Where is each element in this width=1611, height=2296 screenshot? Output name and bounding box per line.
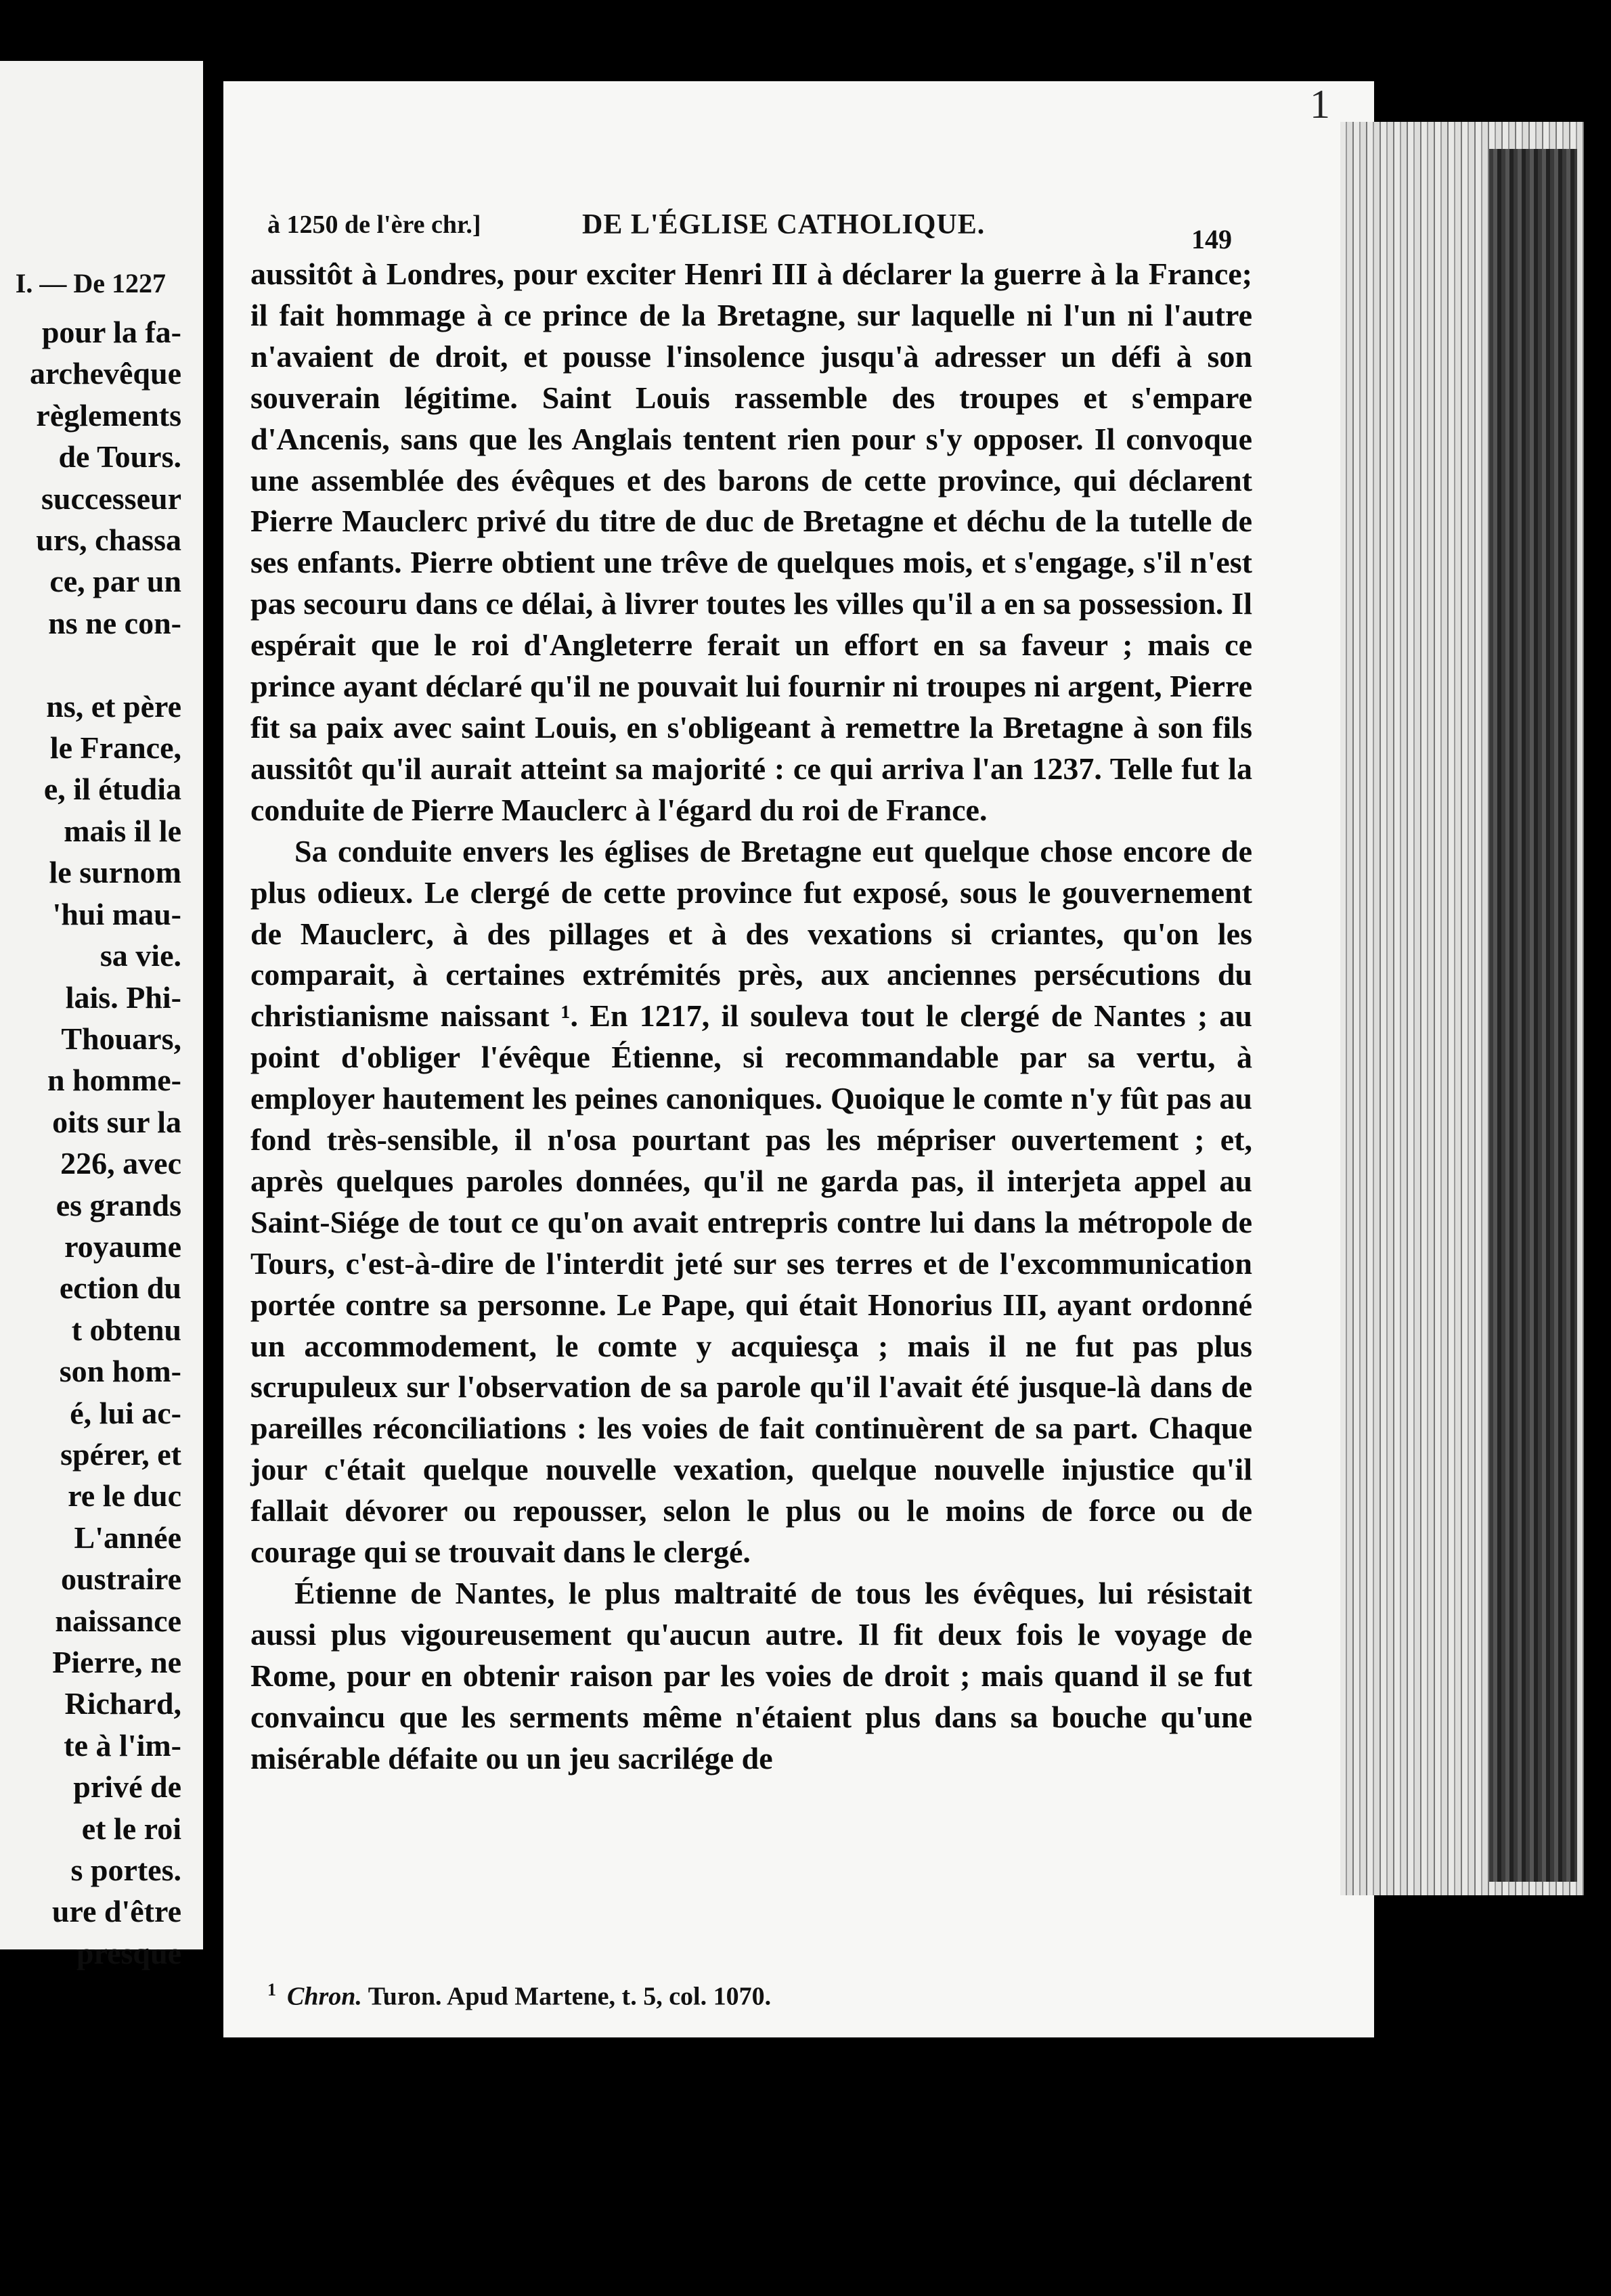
- left-page-line: pour la fa-: [41, 315, 181, 349]
- page-number: 149: [1191, 224, 1232, 255]
- left-page-line: t obtenu: [71, 1312, 181, 1347]
- left-page-line: e, il étudia: [43, 772, 181, 807]
- left-page-line: s portes.: [70, 1853, 181, 1888]
- footnote-source: Chron.: [287, 1982, 362, 2011]
- left-page-line: ce, par un: [49, 564, 181, 599]
- left-page-line: é, lui ac-: [70, 1395, 181, 1430]
- left-page-line: oits sur la: [52, 1104, 181, 1139]
- left-page-line: naissance: [55, 1603, 181, 1638]
- running-header-left: à 1250 de l'ère chr.]: [267, 211, 481, 239]
- paragraph-2: Sa conduite envers les églises de Bretagne eut quelque chose encore de plus odieux. Le clergé de cette province fut exposé, sous le gouvernement de Mauclerc, à des pillages et à des vexations si criantes, qu'on les comparait, à certaines extrémités près, aux anciennes persécutions du christianisme naissant ¹. En 1217, il souleva tout le clergé de Nantes ; au point d'obliger l'évêque Étienne, si recommandable par sa vertu, à employer hautement les peines canoniques. Quoique le comte n'y fût pas au fond très-sensible, il n'osa pourtant pas les mépriser ouvertement ; et, après quelques paroles données, qu'il ne garda pas, il interjeta appel au Saint-Siége de tout ce qu'on avait entrepris contre lui dans la métropole de Tours, c'est-à-dire de l'interdit jeté sur ses terres et de l'excommunication portée contre sa personne. Le Pape, qui était Honorius III, ayant ordonné un accommodement, le comte y acquiesça ; mais il ne fut pas plus scrupuleux sur l'observation de sa parole qu'il l'avait été jusque-là dans de pareilles réconciliations : les voies de fait continuèrent de sa part. Chaque jour c'était quelque nouvelle vexation, quelque nouvelle injustice qu'il fallait dévorer ou repousser, selon le plus ou le moins de force ou de courage qui se trouvait dans le clergé.: [250, 833, 1252, 1570]
- margin-mark: 1: [1310, 82, 1330, 127]
- left-page: [0, 61, 203, 1970]
- left-page-line: et le roi: [81, 1811, 181, 1846]
- left-page-line: le France,: [49, 730, 181, 766]
- left-page-text: [0, 311, 181, 1974]
- paragraph-3: Étienne de Nantes, le plus maltraité de tous les évêques, lui résistait aussi plus vigoureusement qu'aucun autre. Il fit deux fois le voyage de Rome, pour en obtenir raison par les voies de droit ; mais quand il se fut convaincu que les serments même n'étaient plus dans sa bouche qu'une misérable défaite ou un jeu sacrilége de: [250, 1576, 1252, 1775]
- left-page-line: ure d'être: [51, 1894, 181, 1929]
- left-page-line: mais il le: [64, 813, 181, 848]
- left-page-line: le surnom: [49, 855, 181, 890]
- left-page-line: spérer, et: [60, 1436, 181, 1472]
- left-page-line: royaume: [64, 1229, 181, 1264]
- left-page-line: Pierre, ne: [52, 1645, 181, 1679]
- left-page-line: L'année: [74, 1520, 181, 1555]
- left-page-line: ns, et père: [46, 688, 181, 724]
- left-page-line: ns ne con-: [48, 605, 181, 640]
- left-page-line: archevêque: [29, 356, 181, 391]
- left-page-line: re le duc: [68, 1478, 181, 1514]
- left-page-line: sa vie.: [100, 938, 181, 973]
- left-page-line: Thouars,: [61, 1021, 181, 1056]
- left-page-line: Richard,: [64, 1686, 181, 1721]
- paragraph-1: aussitôt à Londres, pour exciter Henri III à déclarer la guerre à la France; il fait hommage à ce prince de la Bretagne, sur laquelle ni l'un ni l'autre n'avaient de droit, et pousse l'insolence jusqu'à adresser un défi à son souverain légitime. Saint Louis rassemble des troupes et s'empare d'Ancenis, sans que les Anglais tentent rien pour s'y opposer. Il convoque une assemblée des évêques et des barons de cette province, qui déclarent Pierre Mauclerc privé du titre de duc de Bretagne et déchu de la tutelle de ses enfants. Pierre obtient une trêve de quelques mois, et s'engage, s'il n'est pas secouru dans ce délai, à livrer toutes les villes qu'il a en sa possession. Il espérait que le roi d'Angleterre ferait un effort en sa faveur ; mais ce prince ayant déclaré qu'il ne pouvait lui fournir ni troupes ni argent, Pierre fit sa paix avec saint Louis, en s'obligeant à remettre la Bretagne à son fils aussitôt qu'il aurait atteint sa majorité : ce qui arriva l'an 1237. Telle fut la conduite de Pierre Mauclerc à l'égard du roi de France.: [250, 257, 1252, 827]
- left-page-line: de Tours.: [58, 439, 181, 474]
- left-page-line: privé de: [73, 1769, 181, 1805]
- footnote-text: Turon. Apud Martene, t. 5, col. 1070.: [368, 1982, 772, 2011]
- left-page-line: oustraire: [60, 1562, 181, 1597]
- running-header-title: DE L'ÉGLISE CATHOLIQUE.: [582, 209, 986, 240]
- left-page-line: lais. Phi-: [65, 979, 181, 1015]
- left-page-line: te à l'im-: [64, 1727, 181, 1763]
- left-page-line: 226, avec: [60, 1146, 181, 1181]
- footnote: [267, 1980, 771, 2012]
- left-page-line: [0, 644, 181, 685]
- left-page-line: ection du: [59, 1271, 181, 1306]
- book-gutter: [203, 41, 223, 2004]
- left-page-line: successeur: [41, 481, 181, 516]
- left-running-header: I. — De 1227: [15, 268, 166, 299]
- left-page-line: son hom-: [59, 1354, 181, 1389]
- left-page-line: presque: [76, 1935, 181, 1970]
- body-text: [250, 254, 1252, 1780]
- left-page-line: 'hui mau-: [52, 896, 181, 931]
- left-page-line: es grands: [56, 1187, 181, 1222]
- left-page-line: urs, chassa: [36, 523, 181, 558]
- left-page-line: n homme-: [47, 1063, 181, 1098]
- book-edge-shadow: [1489, 149, 1577, 1882]
- left-page-line: règlements: [36, 397, 181, 433]
- footnote-number: 1: [267, 1980, 276, 2000]
